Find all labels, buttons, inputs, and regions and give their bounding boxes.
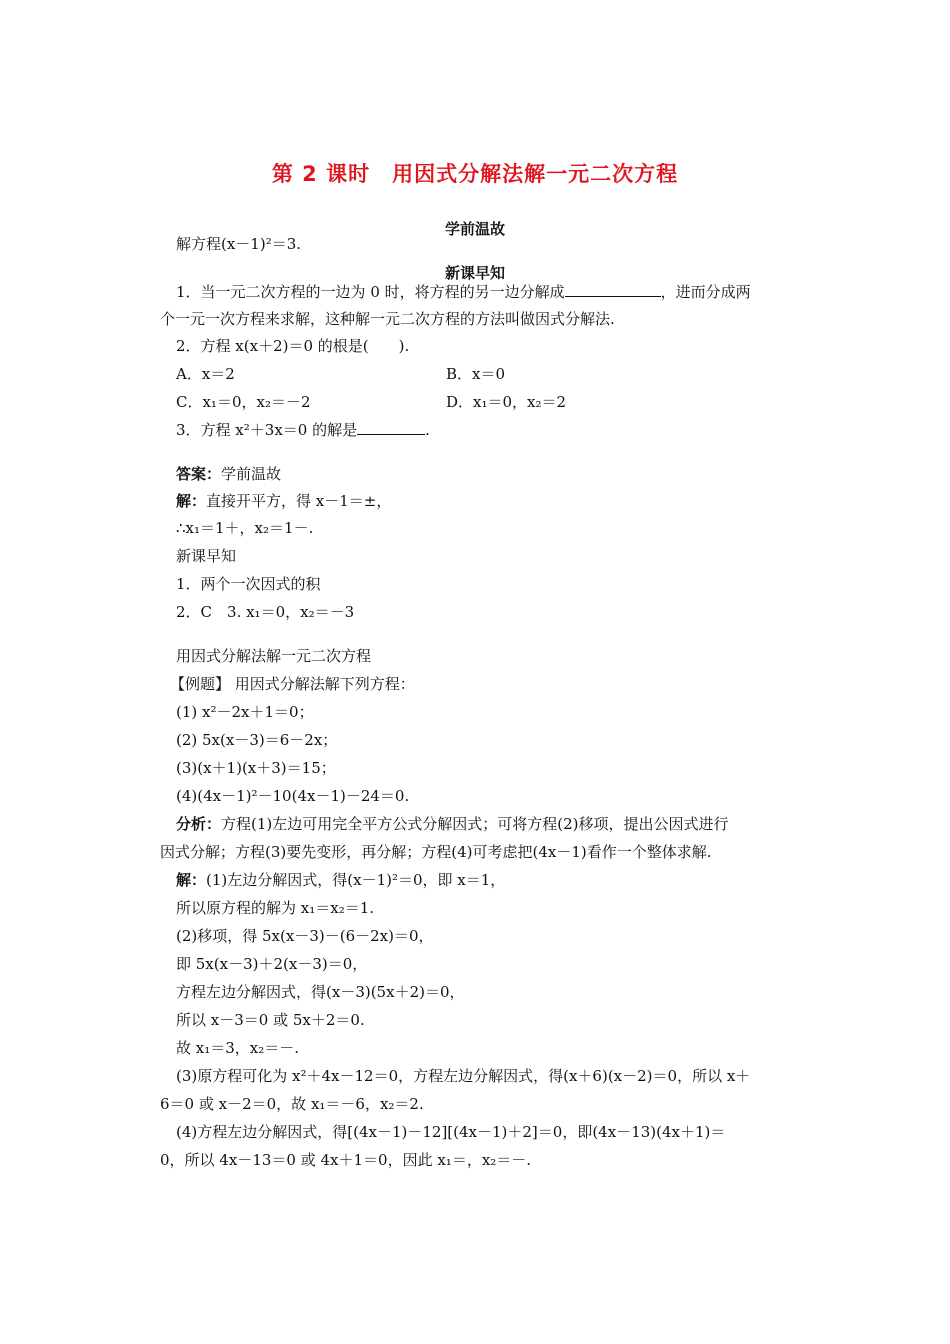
- answer-1: 1．两个一次因式的积: [176, 575, 321, 593]
- solution-line-11: 0，所以 4x－13＝0 或 4x＋1＝0，因此 x₁＝，x₂＝－.: [160, 1151, 532, 1169]
- solution-line-3: (2)移项，得 5x(x－3)－(6－2x)＝0，: [176, 927, 434, 945]
- analysis-line-2: 因式分解；方程(3)要先变形，再分解；方程(4)可考虑把(4x－1)看作一个整体求解.: [160, 843, 712, 861]
- equation-2: (2) 5x(x－3)＝6－2x；: [176, 731, 338, 749]
- example-text: 用因式分解法解下列方程：: [234, 675, 415, 693]
- question-1-line-1: [176, 282, 751, 302]
- solution-line-6: 所以 x－3＝0 或 5x＋2＝0.: [176, 1011, 365, 1029]
- equation-3: (3)(x＋1)(x＋3)＝15；: [176, 759, 336, 777]
- answer-solution: [176, 491, 391, 511]
- option-b: B．x＝0: [446, 365, 506, 383]
- pre-problem: 解方程(x－1)²＝3.: [176, 235, 302, 253]
- analysis-line-1: [176, 814, 729, 834]
- answer-new-lesson: 新课早知: [176, 547, 237, 565]
- option-c: C．x₁＝0，x₂＝－2: [176, 393, 311, 411]
- question-1-text-a: 1．当一元二次方程的一边为 0 时，将方程的另一边分解成: [176, 283, 565, 301]
- solution-line-10: (4)方程左边分解因式，得[(4x－1)－12][(4x－1)＋2]＝0，即(4x－13)(4x＋1)＝: [176, 1123, 726, 1141]
- solution-text-1: (1)左边分解因式，得(x－1)²＝0，即 x＝1，: [206, 871, 506, 889]
- option-a: A．x＝2: [176, 365, 235, 383]
- solution-label: 解：: [176, 871, 207, 889]
- solution-line-9: 6＝0 或 x－2＝0，故 x₁＝－6，x₂＝2.: [160, 1095, 424, 1113]
- question-1-text-b: ，进而分成两: [660, 283, 751, 301]
- answer-solution-2: ∴x₁＝1＋，x₂＝1－.: [176, 519, 314, 537]
- solution-line-5: 方程左边分解因式，得(x－3)(5x＋2)＝0，: [176, 983, 465, 1001]
- question-1-line-2: 个一元一次方程来求解，这种解一元二次方程的方法叫做因式分解法.: [160, 310, 615, 328]
- equation-4: (4)(4x－1)²－10(4x－1)－24＝0.: [176, 787, 410, 805]
- question-3-text-b: .: [425, 421, 430, 439]
- solution-text: 直接开平方，得 x－1＝±，: [206, 492, 392, 510]
- solution-label: 解：: [176, 492, 207, 510]
- question-3: [176, 420, 430, 440]
- example-label: 【例题】: [170, 675, 231, 693]
- question-3-text-a: 3．方程 x²＋3x＝0 的解是: [176, 421, 358, 439]
- equation-1: (1) x²－2x＋1＝0；: [176, 703, 314, 721]
- analysis-text-1: 方程(1)左边可用完全平方公式分解因式；可将方程(2)移项，提出公因式进行: [221, 815, 729, 833]
- answer-blank: [565, 282, 661, 297]
- answer-blank: [357, 420, 425, 435]
- section-heading-pre-study: 学前温故: [444, 220, 505, 238]
- page-title: 第 2 课时 用因式分解法解一元二次方程: [271, 162, 679, 186]
- analysis-label: 分析：: [176, 815, 222, 833]
- solution-line-7: 故 x₁＝3，x₂＝－.: [176, 1039, 300, 1057]
- solution-line-1: [176, 870, 505, 890]
- answers-label: 答案：: [176, 465, 222, 483]
- answers-header: [176, 464, 281, 484]
- solution-line-2: 所以原方程的解为 x₁＝x₂＝1.: [176, 899, 375, 917]
- method-title: 用因式分解法解一元二次方程: [176, 647, 372, 665]
- solution-line-4: 即 5x(x－3)＋2(x－3)＝0，: [176, 955, 368, 973]
- section-heading-new-lesson: 新课早知: [444, 264, 505, 282]
- question-2: 2．方程 x(x＋2)＝0 的根是( ).: [176, 337, 410, 355]
- example-line: [170, 674, 415, 694]
- option-d: D．x₁＝0，x₂＝2: [446, 393, 567, 411]
- answers-label-text: 学前温故: [221, 465, 282, 483]
- answer-2-3: 2．C 3. x₁＝0，x₂＝－3: [176, 603, 355, 621]
- solution-line-8: (3)原方程可化为 x²＋4x－12＝0，方程左边分解因式，得(x＋6)(x－2)＝0，所以 x＋: [176, 1067, 751, 1085]
